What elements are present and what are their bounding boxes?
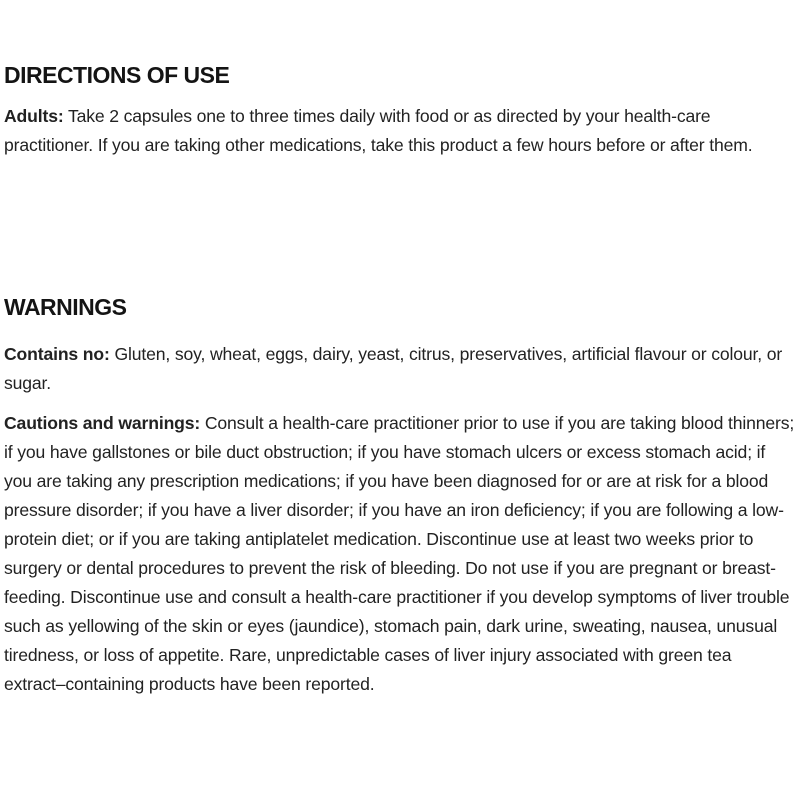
contains-no-paragraph <box>4 340 796 398</box>
contains-no-text: Gluten, soy, wheat, eggs, dairy, yeast, citrus, preservatives, artificial flavour or colour, or sugar. <box>4 344 783 393</box>
contains-no-label: Contains no: <box>4 344 110 364</box>
directions-heading: DIRECTIONS OF USE <box>4 62 230 88</box>
cautions-label: Cautions and warnings: <box>4 413 201 433</box>
warnings-section <box>4 292 796 699</box>
adults-label: Adults: <box>4 106 64 126</box>
adults-paragraph <box>4 102 796 160</box>
adults-text: Take 2 capsules one to three times daily with food or as directed by your health-care practitioner. If you are taking other medications, take this product a few hours before or after them. <box>4 106 753 155</box>
warnings-heading: WARNINGS <box>4 294 127 320</box>
directions-section <box>4 60 796 160</box>
cautions-text: Consult a health-care practitioner prior to use if you are taking blood thinners; if you have gallstones or bile duct obstruction; if you have stomach ulcers or excess stomach acid; if you are taking any prescription medications; if you have been diagnosed for or are at risk for a blood pressure disorder; if you have a liver disorder; if you have an iron deficiency; if you are following a low-protein diet; or if you are taking antiplatelet medication. Discontinue use at least two weeks prior to surgery or dental procedures to prevent the risk of bleeding. Do not use if you are pregnant or breast-feeding. Discontinue use and consult a health-care practitioner if you develop symptoms of liver trouble such as yellowing of the skin or eyes (jaundice), stomach pain, dark urine, sweating, nausea, unusual tiredness, or loss of appetite. Rare, unpredictable cases of liver injury associated with green tea extract–containing products have been reported. <box>4 413 795 694</box>
cautions-paragraph <box>4 409 796 699</box>
